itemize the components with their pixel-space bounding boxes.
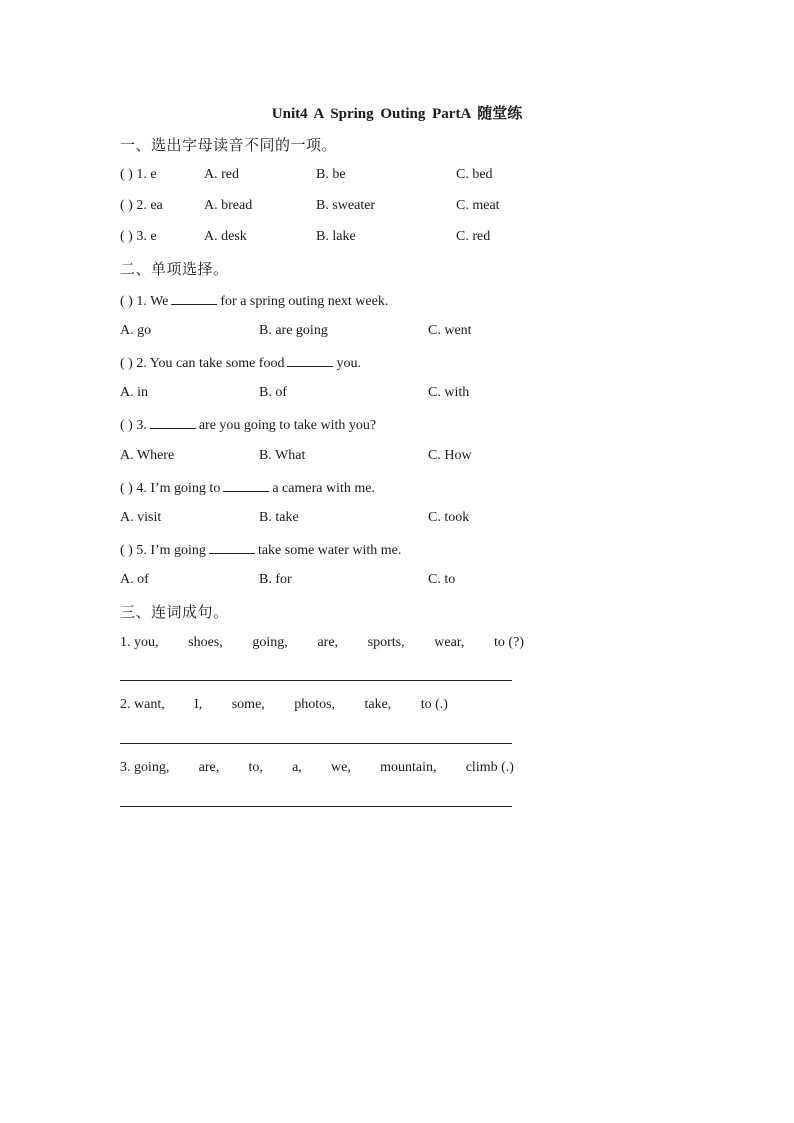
word: 2. want, [120,697,165,712]
word: photos, [294,697,336,712]
option-b: B. What [259,448,306,463]
word-list [120,635,524,651]
answer-line[interactable] [120,806,512,807]
option-a: A. visit [120,510,162,525]
section2-heading: 二、单项选择。 [120,260,229,278]
question-stem: ( ) 5. I’m going take some water with me. [120,543,402,558]
option-b: B. sweater [316,198,376,213]
word: to (?) [494,635,524,650]
word: are, [317,635,339,650]
answer-blank[interactable] [287,354,333,367]
page-title: Unit4 A Spring Outing PartA 随堂练 [271,106,523,122]
question-stem: ( ) 2. You can take some food you. [120,356,361,371]
option-c: C. with [428,385,470,400]
question-stem: ( ) 4. I’m going to a camera with me. [120,481,375,496]
option-a: A. Where [120,448,175,463]
word-list [120,697,448,713]
option-a: A. in [120,385,148,400]
option-c: C. meat [456,198,500,213]
question-number: ( ) 1. e [120,167,157,182]
question-number: ( ) 3. e [120,229,157,244]
option-c: C. bed [456,167,493,182]
answer-blank[interactable] [209,541,255,554]
option-b: B. lake [316,229,356,244]
option-b: B. of [259,385,287,400]
word: a, [292,760,302,775]
option-c: C. went [428,323,472,338]
option-c: C. to [428,572,456,587]
word: to (.) [420,697,448,712]
word: mountain, [380,760,437,775]
answer-line[interactable] [120,743,512,744]
word: climb (.) [465,760,514,775]
answer-line[interactable] [120,680,512,681]
option-b: B. be [316,167,346,182]
option-c: C. How [428,448,472,463]
option-a: A. go [120,323,152,338]
option-a: A. of [120,572,149,587]
word: to, [248,760,263,775]
question-stem: ( ) 3. are you going to take with you? [120,418,377,433]
question-stem: ( ) 1. We for a spring outing next week. [120,294,389,309]
word: take, [364,697,392,712]
word: 3. going, [120,760,170,775]
word: we, [331,760,351,775]
word: going, [252,635,288,650]
option-b: B. are going [259,323,328,338]
option-a: A. red [204,167,239,182]
word: I, [194,697,203,712]
word-list [120,760,514,776]
word: sports, [367,635,405,650]
word: some, [231,697,265,712]
option-a: A. desk [204,229,247,244]
option-c: C. red [456,229,491,244]
answer-blank[interactable] [171,292,217,305]
word: 1. you, [120,635,159,650]
question-number: ( ) 2. ea [120,198,163,213]
answer-blank[interactable] [150,416,196,429]
word: are, [198,760,220,775]
option-b: B. take [259,510,299,525]
section3-heading: 三、连词成句。 [120,603,229,621]
word: wear, [434,635,465,650]
section1-heading: 一、选出字母读音不同的一项。 [120,136,338,154]
word: shoes, [188,635,223,650]
answer-blank[interactable] [223,479,269,492]
option-b: B. for [259,572,292,587]
option-a: A. bread [204,198,253,213]
option-c: C. took [428,510,470,525]
